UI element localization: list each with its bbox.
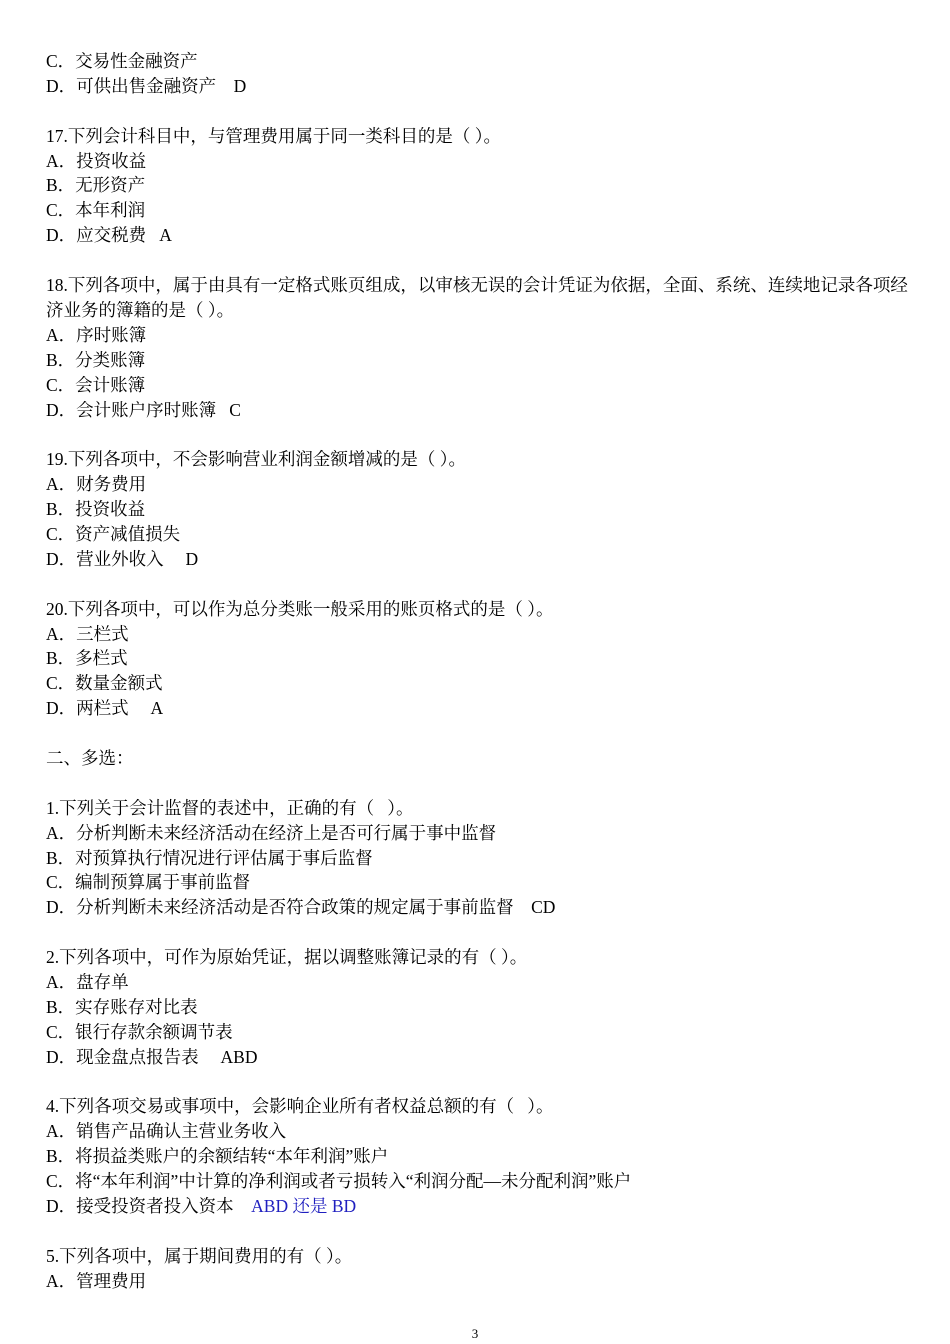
text-line (46, 1119, 916, 1144)
line-text: D．应交税费 A (46, 225, 172, 246)
line-text: D．会计账户序时账簿 C (46, 399, 241, 420)
blank-line (46, 1070, 916, 1095)
text-line (46, 522, 916, 547)
blank-line (46, 771, 916, 796)
line-text: D．可供出售金融资产 D (46, 75, 247, 96)
line-text: B．无形资产 (46, 175, 146, 196)
line-text: 二、多选： (46, 747, 134, 768)
line-text: B．将损益类账户的余额结转“本年利润”账户 (46, 1146, 389, 1167)
line-text: 17.下列会计科目中，与管理费用属于同一类科目的是（ ）。 (46, 125, 501, 146)
line-text: 4.下列各项交易或事项中，会影响企业所有者权益总额的有（ ）。 (46, 1096, 554, 1117)
text-line (46, 223, 916, 248)
line-text: 18.下列各项中，属于由具有一定格式账页组成，以审核无误的会计凭证为依据，全面、系统、连续地记录各项经济业务的簿籍的是（ ）。 (46, 275, 908, 320)
text-line (46, 74, 916, 99)
text-line (46, 447, 916, 472)
text-line (46, 870, 916, 895)
text-line (46, 1244, 916, 1269)
line-text: A．分析判断未来经济活动在经济上是否可行属于事中监督 (46, 822, 497, 843)
line-text: A．三栏式 (46, 623, 129, 644)
text-line (46, 373, 916, 398)
line-text: A．盘存单 (46, 971, 129, 992)
line-text: B．分类账簿 (46, 349, 146, 370)
text-line (46, 472, 916, 497)
text-line (46, 846, 916, 871)
text-line (46, 273, 916, 323)
line-text: B．对预算执行情况进行评估属于事后监督 (46, 847, 373, 868)
text-line (46, 821, 916, 846)
line-text: 2.下列各项中，可作为原始凭证，据以调整账簿记录的有（ ）。 (46, 947, 528, 968)
blank-line (46, 920, 916, 945)
line-text: D．分析判断未来经济活动是否符合政策的规定属于事前监督 CD (46, 897, 556, 918)
text-line (46, 1094, 916, 1119)
text-line (46, 1194, 916, 1219)
text-line (46, 198, 916, 223)
line-text: 5.下列各项中，属于期间费用的有（ ）。 (46, 1245, 353, 1266)
text-line (46, 746, 916, 771)
line-text: C．数量金额式 (46, 673, 163, 694)
text-line (46, 1144, 916, 1169)
text-line (46, 995, 916, 1020)
line-text: B．多栏式 (46, 648, 128, 669)
text-line (46, 597, 916, 622)
text-line (46, 945, 916, 970)
text-line (46, 173, 916, 198)
line-text: A．销售产品确认主营业务收入 (46, 1121, 287, 1142)
blank-line (46, 422, 916, 447)
text-line (46, 1269, 916, 1294)
text-line (46, 398, 916, 423)
page-number: 3 (471, 1326, 479, 1341)
line-text: C．编制预算属于事前监督 (46, 872, 251, 893)
text-line (46, 895, 916, 920)
line-text: 19.下列各项中，不会影响营业利润金额增减的是（ ）。 (46, 449, 466, 470)
line-text: A．投资收益 (46, 150, 147, 171)
text-line (46, 149, 916, 174)
text-line (46, 1045, 916, 1070)
text-line (46, 497, 916, 522)
line-text: 20.下列各项中，可以作为总分类账一般采用的账页格式的是（ ）。 (46, 598, 554, 619)
text-line (46, 622, 916, 647)
line-text: C．将“本年利润”中计算的净利润或者亏损转入“利润分配—未分配利润”账户 (46, 1171, 632, 1192)
text-line (46, 49, 916, 74)
line-text: 1.下列关于会计监督的表述中，正确的有（ ）。 (46, 797, 414, 818)
line-text: A．序时账簿 (46, 324, 147, 345)
blank-line (46, 248, 916, 273)
text-line (46, 671, 916, 696)
line-text: D．现金盘点报告表 ABD (46, 1046, 258, 1067)
text-line (46, 547, 916, 572)
text-line (46, 1020, 916, 1045)
line-text: B．实存账存对比表 (46, 996, 198, 1017)
text-line (46, 646, 916, 671)
text-line (46, 348, 916, 373)
line-text: C．交易性金融资产 (46, 51, 198, 71)
text-line (46, 124, 916, 149)
line-text: A．财务费用 (46, 474, 147, 495)
line-text: C．资产减值损失 (46, 523, 181, 544)
blank-line (46, 572, 916, 597)
line-text: D．两栏式 A (46, 698, 164, 719)
line-text: D．营业外收入 D (46, 548, 199, 569)
text-line (46, 796, 916, 821)
line-text: B．投资收益 (46, 499, 146, 520)
blank-line (46, 99, 916, 124)
text-line (46, 323, 916, 348)
blank-line (46, 1219, 916, 1244)
text-line (46, 1169, 916, 1194)
document-body (46, 49, 916, 1294)
line-text: A．管理费用 (46, 1270, 147, 1291)
blank-line (46, 721, 916, 746)
line-text: C．会计账簿 (46, 374, 146, 395)
text-line (46, 696, 916, 721)
text-line (46, 970, 916, 995)
line-text: C．银行存款余额调节表 (46, 1021, 233, 1042)
answer-note: ABD 还是 BD (251, 1196, 357, 1216)
line-text: C．本年利润 (46, 200, 146, 221)
line-text: D．接受投资者投入资本 (46, 1196, 252, 1216)
